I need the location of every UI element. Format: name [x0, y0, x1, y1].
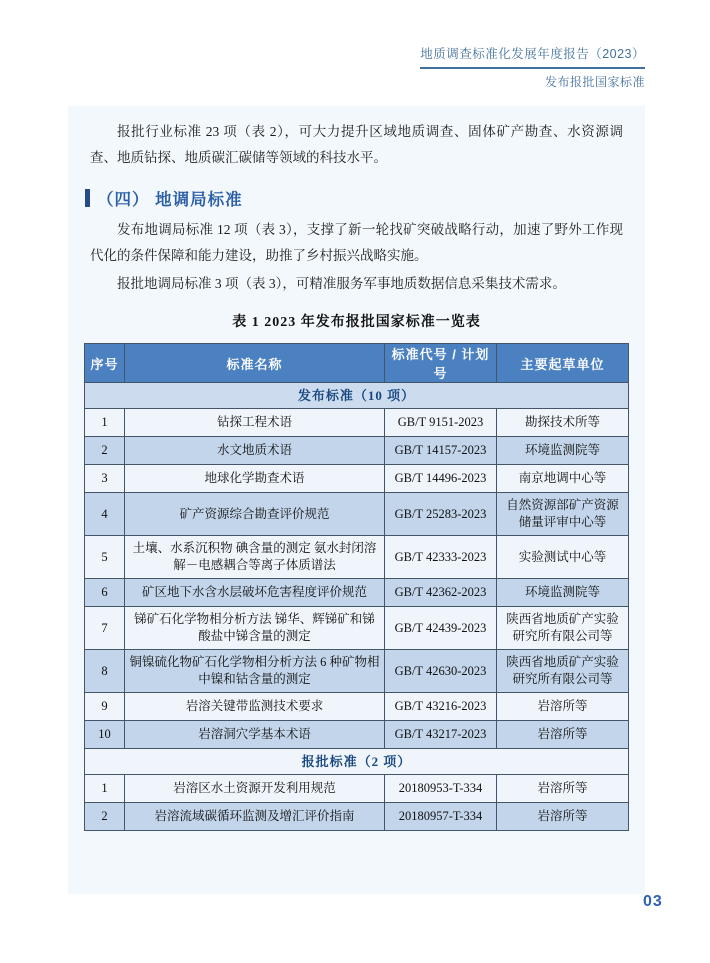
table-cell: 南京地调中心等	[497, 465, 629, 493]
table-cell: 锑矿石化学物相分析方法 锑华、辉锑矿和锑酸盐中锑含量的测定	[125, 607, 385, 650]
table-cell: 岩溶所等	[497, 693, 629, 721]
table-cell: GB/T 43216-2023	[385, 693, 497, 721]
table-cell: 7	[85, 607, 125, 650]
section-heading-text: （四） 地调局标准	[97, 191, 243, 209]
table-row	[85, 409, 629, 437]
table-cell: 岩溶流域碳循环监测及增汇评价指南	[125, 803, 385, 831]
table-cell: GB/T 43217-2023	[385, 721, 497, 749]
table-cell: 环境监测院等	[497, 437, 629, 465]
paragraph-bureau-published: 发布地调局标准 12 项（表 3），支撑了新一轮找矿突破战略行动，加速了野外工作现代化的条件保障和能力建设，助推了乡村振兴战略实施。	[90, 222, 623, 263]
table-cell: 水文地质术语	[125, 437, 385, 465]
column-header-drafter: 主要起草单位	[497, 344, 629, 383]
table-row	[85, 650, 629, 693]
table-cell: GB/T 9151-2023	[385, 409, 497, 437]
table-cell: 10	[85, 721, 125, 749]
table-header-row	[85, 344, 629, 383]
paragraph-bureau-submitted: 报批地调局标准 3 项（表 3），可精准服务军事地质数据信息采集技术需求。	[117, 276, 566, 291]
table-row	[85, 775, 629, 803]
table-cell: 岩溶所等	[497, 721, 629, 749]
table-row	[85, 607, 629, 650]
table-row	[85, 536, 629, 579]
table-cell: 20180957-T-334	[385, 803, 497, 831]
table-cell: GB/T 42333-2023	[385, 536, 497, 579]
content-panel	[68, 106, 645, 894]
table-cell: 自然资源部矿产资源储量评审中心等	[497, 493, 629, 536]
table-cell: GB/T 42362-2023	[385, 579, 497, 607]
table-cell: 1	[85, 409, 125, 437]
column-header-code: 标准代号 / 计划号	[385, 344, 497, 383]
table-row	[85, 579, 629, 607]
page-number: 03	[643, 893, 663, 910]
table-title: 表 1 2023 年发布报批国家标准一览表	[232, 315, 481, 330]
table-row	[85, 693, 629, 721]
standards-table-body	[85, 383, 629, 831]
table-cell: GB/T 14157-2023	[385, 437, 497, 465]
table-row	[85, 721, 629, 749]
table-cell: 岩溶所等	[497, 803, 629, 831]
section-heading	[85, 186, 623, 210]
table-cell: 土壤、水系沉积物 碘含量的测定 氨水封闭溶解－电感耦合等离子体质谱法	[125, 536, 385, 579]
table-cell: 5	[85, 536, 125, 579]
table-cell: GB/T 42439-2023	[385, 607, 497, 650]
table-row	[85, 437, 629, 465]
column-header-name: 标准名称	[125, 344, 385, 383]
table-cell: 1	[85, 775, 125, 803]
table-cell: GB/T 42630-2023	[385, 650, 497, 693]
table-cell: 地球化学勘查术语	[125, 465, 385, 493]
table-section-label: 发布标准（10 项）	[85, 383, 629, 409]
table-cell: 铜镍硫化物矿石化学物相分析方法 6 种矿物相中镍和钴含量的测定	[125, 650, 385, 693]
table-row	[85, 493, 629, 536]
table-cell: 9	[85, 693, 125, 721]
heading-accent-bar	[85, 189, 90, 207]
paragraph-industry-standards: 报批行业标准 23 项（表 2），可大力提升区域地质调查、固体矿产勘查、水资源调查、地质钻探、地质碳汇碳储等领域的科技水平。	[90, 124, 623, 165]
table-cell: 2	[85, 437, 125, 465]
table-cell: 岩溶区水土资源开发利用规范	[125, 775, 385, 803]
table-cell: 勘探技术所等	[497, 409, 629, 437]
table-row	[85, 803, 629, 831]
table-cell: GB/T 14496-2023	[385, 465, 497, 493]
table-cell: 陕西省地质矿产实验研究所有限公司等	[497, 607, 629, 650]
running-header	[420, 44, 645, 90]
table-section-header	[85, 383, 629, 409]
table-cell: 20180953-T-334	[385, 775, 497, 803]
table-cell: 岩溶所等	[497, 775, 629, 803]
table-cell: 6	[85, 579, 125, 607]
table-section-header	[85, 749, 629, 775]
table-cell: 岩溶关键带监测技术要求	[125, 693, 385, 721]
table-cell: 环境监测院等	[497, 579, 629, 607]
table-cell: 矿产资源综合勘查评价规范	[125, 493, 385, 536]
table-cell: 4	[85, 493, 125, 536]
table-cell: 3	[85, 465, 125, 493]
table-row	[85, 465, 629, 493]
table-cell: 矿区地下水含水层破坏危害程度评价规范	[125, 579, 385, 607]
column-header-index: 序号	[85, 344, 125, 383]
table-cell: 岩溶洞穴学基本术语	[125, 721, 385, 749]
standards-table	[84, 343, 629, 831]
table-cell: 钻探工程术语	[125, 409, 385, 437]
report-title: 地质调查标准化发展年度报告（2023）	[420, 44, 645, 69]
table-cell: 2	[85, 803, 125, 831]
chapter-title: 发布报批国家标准	[544, 75, 645, 89]
table-cell: 陕西省地质矿产实验研究所有限公司等	[497, 650, 629, 693]
table-section-label: 报批标准（2 项）	[85, 749, 629, 775]
table-cell: 实验测试中心等	[497, 536, 629, 579]
table-cell: GB/T 25283-2023	[385, 493, 497, 536]
table-cell: 8	[85, 650, 125, 693]
